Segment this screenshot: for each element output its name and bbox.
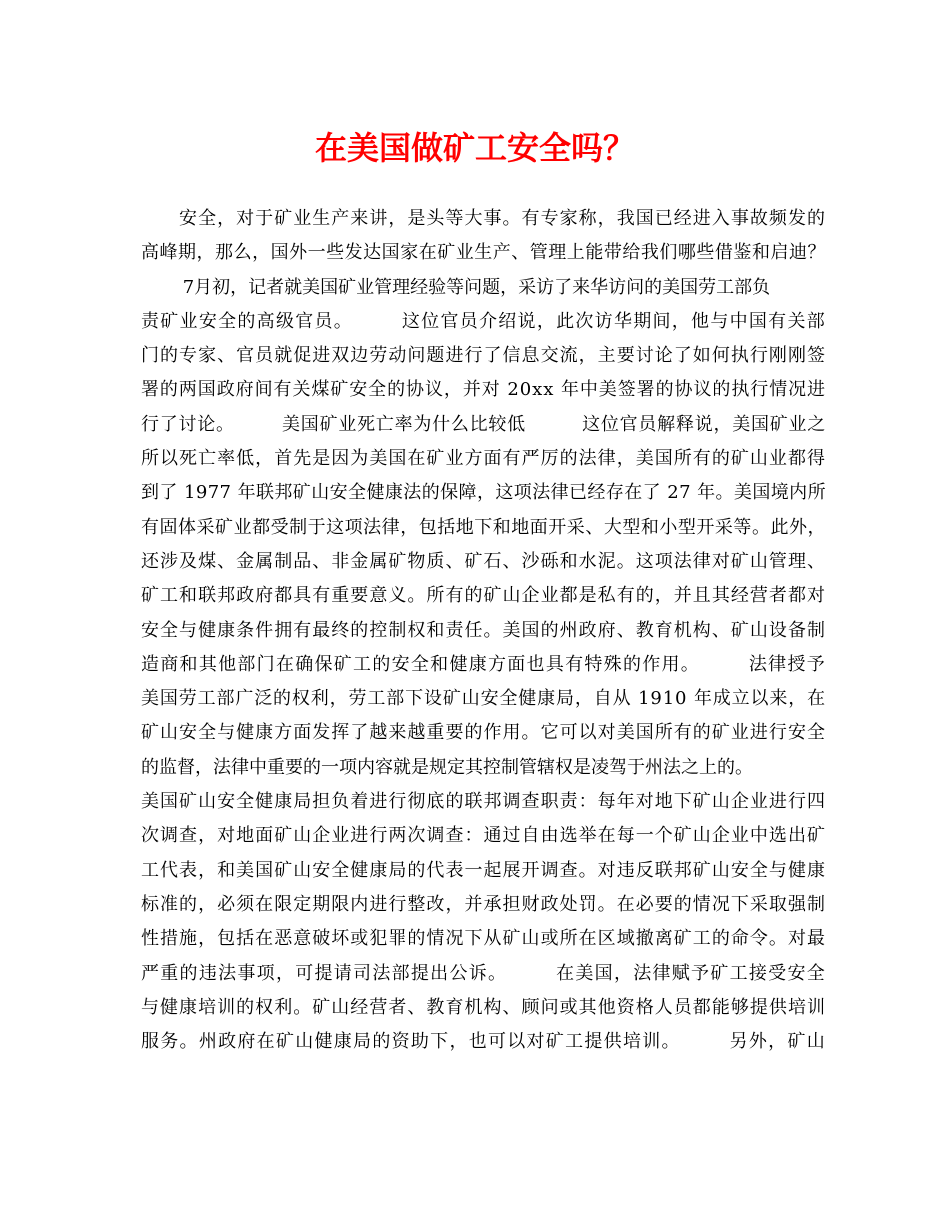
- body-line: 美国劳工部广泛的权利，劳工部下设矿山安全健康局，自从 1910 年成立以来，在: [141, 688, 826, 710]
- body-line: 还涉及煤、金属制品、非金属矿物质、矿石、沙砾和水泥。这项法律对矿山管理、: [141, 550, 826, 572]
- body-line: 矿工和联邦政府都具有重要意义。所有的矿山企业都是私有的，并且其经营者都对: [141, 585, 826, 607]
- body-line: 服务。州政府在矿山健康局的资助下，也可以对矿工提供培训。 另外，矿山: [141, 1031, 826, 1053]
- body-line: 矿山安全与健康方面发挥了越来越重要的作用。它可以对美国所有的矿业进行安全: [141, 722, 826, 744]
- body-line: 到了 1977 年联邦矿山安全健康法的保障，这项法律已经存在了 27 年。美国境内所: [141, 482, 826, 504]
- body-line: 安全，对于矿业生产来讲，是头等大事。有专家称，我国已经进入事故频发的: [141, 208, 826, 229]
- body-line: 署的两国政府间有关煤矿安全的协议，并对 20xx 年中美签署的协议的执行情况进: [141, 379, 826, 401]
- body-line: 门的专家、官员就促进双边劳动问题进行了信息交流，主要讨论了如何执行刚刚签: [141, 345, 826, 367]
- body-line: 安全与健康条件拥有最终的控制权和责任。美国的州政府、教育机构、矿山设备制: [141, 619, 826, 641]
- body-line: 次调查，对地面矿山企业进行两次调查：通过自由选举在每一个矿山企业中选出矿: [141, 825, 826, 847]
- body-line: 美国矿山安全健康局担负着进行彻底的联邦调查职责：每年对地下矿山企业进行四: [141, 791, 826, 813]
- body-line: 性措施，包括在恶意破坏或犯罪的情况下从矿山或所在区域撤离矿工的命令。对最: [141, 928, 826, 950]
- document-body: [141, 202, 826, 1059]
- body-line: 严重的违法事项，可提请司法部提出公诉。 在美国，法律赋予矿工接受安全: [141, 962, 826, 984]
- body-line: 行了讨论。 美国矿业死亡率为什么比较低 这位官员解释说，美国矿业之: [141, 413, 826, 435]
- body-line: 造商和其他部门在确保矿工的安全和健康方面也具有特殊的作用。 法律授予: [141, 653, 826, 675]
- body-line: 7月初，记者就美国矿业管理经验等问题，采访了来华访问的美国劳工部负: [141, 276, 771, 298]
- body-line: 标准的，必须在限定期限内进行整改，并承担财政处罚。在必要的情况下采取强制: [141, 893, 826, 915]
- body-line: 工代表，和美国矿山安全健康局的代表一起展开调查。对违反联邦矿山安全与健康: [141, 859, 826, 881]
- body-line: 的监督，法律中重要的一项内容就是规定其控制管辖权是凌驾于州法之上的。: [141, 756, 753, 778]
- body-line: 与健康培训的权利。矿山经营者、教育机构、顾问或其他资格人员都能够提供培训: [141, 996, 826, 1018]
- document-title: 在美国做矿工安全吗？: [314, 129, 635, 167]
- body-line: 有固体采矿业都受制于这项法律，包括地下和地面开采、大型和小型开采等。此外，: [141, 516, 826, 538]
- body-line: 高峰期，那么，国外一些发达国家在矿业生产、管理上能带给我们哪些借鉴和启迪？: [141, 242, 826, 264]
- body-line: 责矿业安全的高级官员。 这位官员介绍说，此次访华期间，他与中国有关部: [141, 310, 826, 332]
- body-line: 所以死亡率低，首先是因为美国在矿业方面有严厉的法律，美国所有的矿山业都得: [141, 448, 826, 470]
